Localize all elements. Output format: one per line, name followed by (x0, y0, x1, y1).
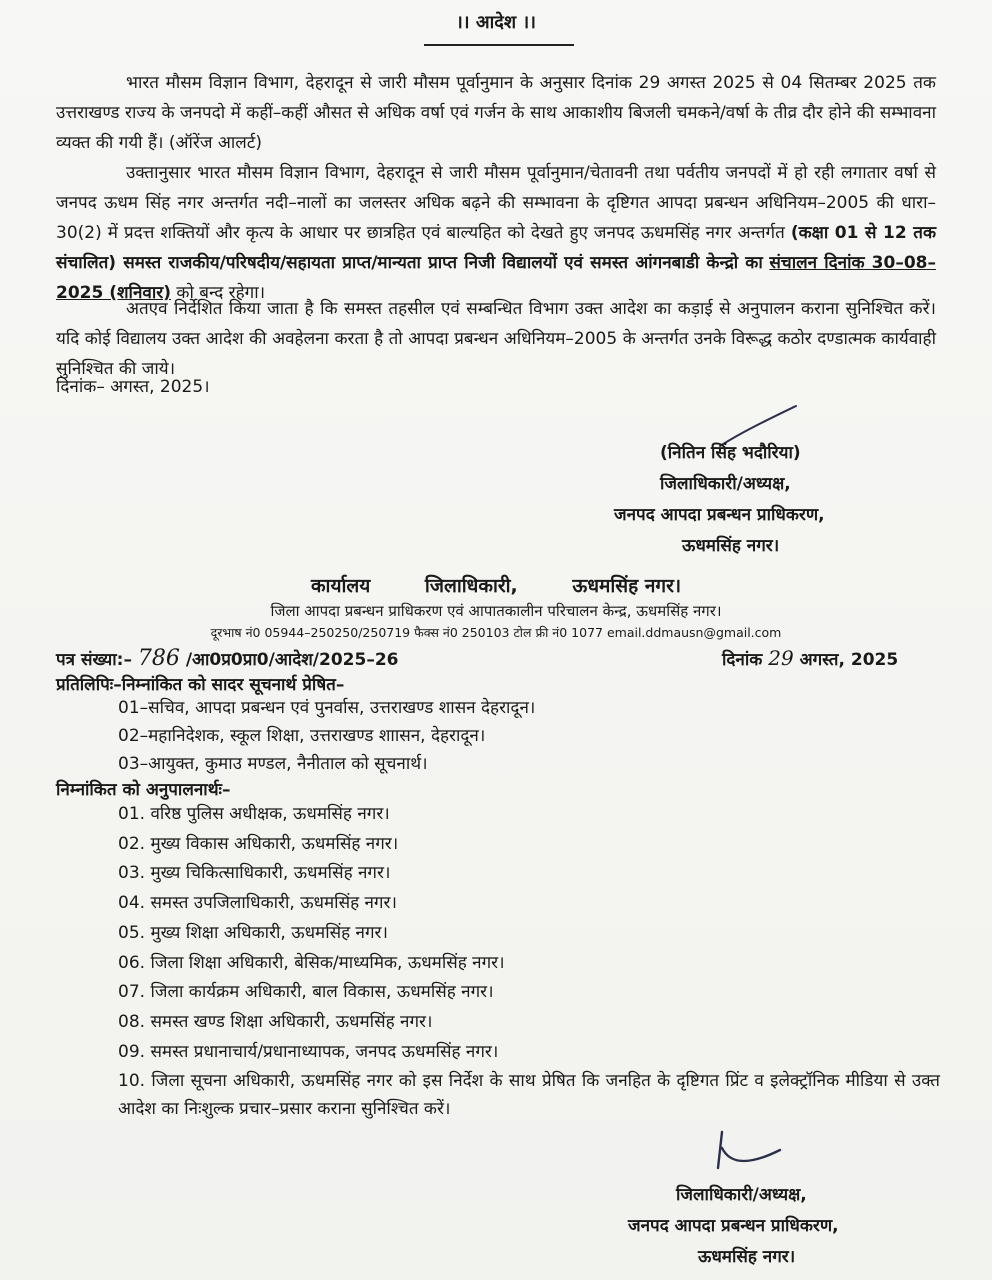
signatory-1 (614, 438, 825, 562)
compliance-item: 05. मुख्य शिक्षा अधिकारी, ऊधमसिंह नगर। (118, 922, 388, 943)
compliance-item: 06. जिला शिक्षा अधिकारी, बेसिक/माध्यमिक, ऊधमसिंह नगर। (118, 952, 505, 973)
order-paragraph-1-text: भारत मौसम विज्ञान विभाग, देहरादून से जारी मौसम पूर्वानुमान के अनुसार दिनांक 29 अगस्त 2025 से 04 सितम्बर 2025 तक उत्तराखण्ड राज्य के जनपदो में कहीं–कहीं औसत से अधिक वर्षा एवं गर्जन के साथ आकाशीय बिजली चमकने/वर्षा के तीव्र दौर होने की सम्भावना व्यक्त की गयी हैं। (ऑरेंज आलर्ट) (56, 73, 936, 153)
compliance-item: 10. जिला सूचना अधिकारी, ऊधमसिंह नगर को इस निर्देश के साथ प्रेषित कि जनहित के दृष्टिगत प्रिंट व इलेक्ट्रॉनिक मीडिया से उक्त आदेश का निःशुल्क प्रचार–प्रसार कराना सुनिश्चित करें। (118, 1071, 940, 1120)
closure-date: संचालन दिनांक 30–08–2025 (शनिवार) (56, 253, 936, 303)
compliance-list (118, 800, 940, 1123)
order-paragraph-2-bold: (कक्षा 01 से 12 तक संचालित) समस्त राजकीय/परिषदीय/सहायता प्राप्त/मान्यता प्राप्त निजी विद्यालयों एवं समस्त आंगनबाडी केन्द्रो का (56, 223, 937, 273)
letter-date (722, 646, 898, 670)
order-paragraph-2-end: को बन्द रहेगा। (176, 283, 266, 303)
copy-to-item: 02–महानिदेशक, स्कूल शिक्षा, उत्तराखण्ड शाासन, देहरादून। (118, 726, 486, 746)
signatory-2 (628, 1180, 839, 1273)
signatory-1-place: ऊधमसिंह नगर। (682, 536, 780, 556)
copy-to-item: 03–आयुक्त, कुमाउ मण्डल, नैनीताल को सूचनार्थ। (118, 754, 428, 774)
order-title: ।। आदेश ।। (455, 12, 536, 33)
order-date-line: दिनांक– अगस्त, 2025। (56, 377, 210, 397)
signatory-1-name: (नितिन सिंह भदौरिया) (660, 443, 801, 463)
copy-to-list (118, 694, 535, 778)
office-contact: दूरभाष नं0 05944–250250/250719 फैक्स नं0 250103 टोल फ्री नं0 1077 email.ddmausn@gmail.com (210, 625, 782, 640)
letter-number-handwritten: 786 (137, 646, 180, 671)
signatory-1-authority: जनपद आपदा प्रबन्धन प्राधिकरण, (614, 505, 825, 525)
signatory-2-place: ऊधमसिंह नगर। (698, 1247, 796, 1267)
letter-number-label: पत्र संख्या:– (56, 650, 132, 670)
office-heading-1: कार्यालय (310, 575, 371, 597)
compliance-item: 09. समस्त प्रधानाचार्य/प्रधानाध्यापक, जनपद ऊधमसिंह नगर। (118, 1041, 499, 1062)
letter-date-suffix: अगस्त, 2025 (799, 650, 899, 670)
compliance-item: 01. वरिष्ठ पुलिस अधीक्षक, ऊधमसिंह नगर। (118, 804, 390, 824)
letter-date-label: दिनांक (722, 650, 763, 670)
order-paragraph-3-text: अतएव निर्देशित किया जाता है कि समस्त तहसील एवं सम्बन्धित विभाग उक्त आदेश का कड़ाई से अनुपालन कराना सुनिश्चित करें। यदि कोई विद्यालय उक्त आदेश की अवहेलना करता है तो आपदा प्रबन्धन अधिनियम–2005 के अन्तर्गत उनके विरूद्ध कठोर दण्डात्मक कार्यवाही सुनिश्चित की जाये। (56, 299, 936, 379)
letter-number-suffix: /आ0प्र0प्रा0/आदेश/2025–26 (185, 650, 399, 670)
compliance-heading: निम्नांकित को अनुपालनार्थः– (56, 780, 231, 800)
office-heading-3: ऊधमसिंह नगर। (572, 575, 682, 597)
letter-date-handwritten: 29 (768, 646, 794, 670)
compliance-item: 04. समस्त उपजिलाधिकारी, ऊधमसिंह नगर। (118, 893, 397, 914)
compliance-item: 07. जिला कार्यक्रम अधिकारी, बाल विकास, ऊधमसिंह नगर। (118, 982, 494, 1003)
copy-to-heading: प्रतिलिपिः–निम्नांकित को सादर सूचनार्थ प्रेषित– (56, 675, 345, 695)
office-heading (0, 572, 992, 598)
signatory-2-designation: जिलाधिकारी/अध्यक्ष, (676, 1185, 807, 1205)
letter-number (56, 646, 398, 671)
compliance-item: 08. समस्त खण्ड शिक्षा अधिकारी, ऊधमसिंह नगर। (118, 1011, 433, 1032)
signatory-1-designation: जिलाधिकारी/अध्यक्ष, (660, 474, 791, 494)
order-paragraph-2-text: उक्तानुसार भारत मौसम विज्ञान विभाग, देहरादून से जारी मौसम पूर्वानुमान/चेतावनी तथा पर्वतीय जनपदों में हो रही लगातार वर्षा से जनपद ऊधम सिंह नगर अन्तर्गत नदी–नालों का जलस्तर अधिक बढ़ने की सम्भावना के दृष्टिगत आपदा प्रबन्धन अधिनियम–2005 की धारा–30(2) में प्रदत्त शक्तियों और कृत्य के आधार पर छात्रहित एवं बाल्यहित को देखते हुए जनपद ऊधमसिंह नगर अन्तर्गत (56, 163, 936, 243)
order-paragraph-3 (56, 294, 936, 384)
signatory-2-authority: जनपद आपदा प्रबन्धन प्राधिकरण, (628, 1216, 839, 1236)
office-heading-2: जिलाधिकारी, (424, 575, 518, 597)
copy-to-item: 01–सचिव, आपदा प्रबन्धन एवं पुनर्वास, उत्तराखण्ड शासन देहरादून। (118, 698, 536, 718)
compliance-item: 03. मुख्य चिकित्साधिकारी, ऊधमसिंह नगर। (118, 863, 391, 884)
order-paragraph-1 (56, 68, 936, 158)
compliance-item: 02. मुख्य विकास अधिकारी, ऊधमसिंह नगर। (118, 833, 399, 854)
signature-stroke-2 (708, 1128, 788, 1172)
order-paragraph-2 (56, 158, 936, 308)
title-underline (424, 44, 574, 46)
office-subheading: जिला आपदा प्रबन्धन प्राधिकरण एवं आपातकालीन परिचालन केन्द्र, ऊधमसिंह नगर। (270, 602, 722, 620)
